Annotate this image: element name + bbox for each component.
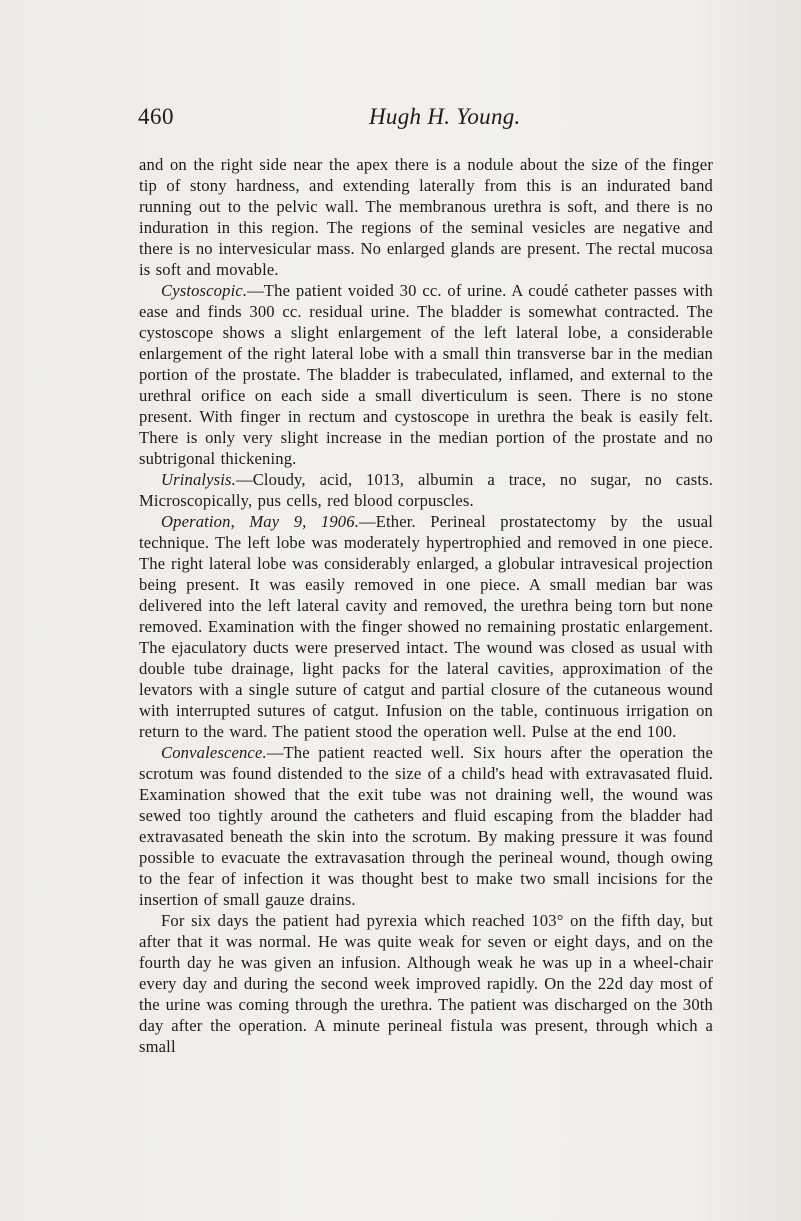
- paragraph-convalescence: [139, 742, 713, 910]
- paragraph-lead: Cystoscopic.: [161, 281, 248, 300]
- paragraph-text: —Ether. Perineal prostatectomy by the usual technique. The left lobe was moderately hypertrophied and removed in one piece. The right lateral lobe was considerably enlarged, a globular intravesical projection being present. It was easily removed in one piece. A small median bar was delivered into the left lateral cavity and removed, the urethra being torn but none removed. Examination with the finger showed no remaining prostatic enlargement. The ejaculatory ducts were preserved intact. The wound was closed as usual with double tube drainage, light packs for the lateral cavities, approximation of the levators with a single suture of catgut and partial closure of the cutaneous wound with interrupted sutures of catgut. Infusion on the table, continuous irrigation on return to the ward. The patient stood the operation well. Pulse at the end 100.: [139, 512, 713, 741]
- paragraph-cystoscopic: [139, 280, 713, 469]
- page-number: 460: [138, 104, 174, 129]
- paragraph-continuation: [139, 154, 713, 280]
- page-header: [139, 104, 713, 140]
- paragraph-text: —The patient voided 30 cc. of urine. A coudé catheter passes with ease and finds 300 cc. residual urine. The bladder is somewhat contracted. The cystoscope shows a slight enlargement of the left lateral lobe, a considerable enlargement of the right lateral lobe with a small thin transverse bar in the median portion of the prostate. The bladder is trabeculated, inflamed, and external to the urethral orifice on each side a small diverticulum is seen. There is no stone present. With finger in rectum and cystoscope in urethra the beak is easily felt. There is only very slight increase in the median portion of the prostate and no subtrigonal thickening.: [139, 281, 713, 468]
- paragraph-lead: Urinalysis.: [161, 470, 236, 489]
- paragraph-text: —The patient reacted well. Six hours after the operation the scrotum was found distended to the size of a child's head with extravasated fluid. Examination showed that the exit tube was not draining well, the wound was sewed too tightly around the catheters and fluid escaping from the bladder had extravasated beneath the skin into the scrotum. By making pressure it was found possible to evacuate the extravasation through the perineal wound, though owing to the fear of infection it was thought best to make two small incisions for the insertion of small gauze drains.: [139, 743, 713, 909]
- running-head: Hugh H. Young.: [369, 104, 521, 129]
- paragraph-text: For six days the patient had pyrexia which reached 103° on the fifth day, but after that it was normal. He was quite weak for seven or eight days, and on the fourth day he was given an infusion. Although weak he was up in a wheel-chair every day and during the second week improved rapidly. On the 22d day most of the urine was coming through the urethra. The patient was discharged on the 30th day after the operation. A minute perineal fistula was present, through which a small: [139, 911, 713, 1056]
- paragraph-urinalysis: [139, 469, 713, 511]
- paragraph-text: and on the right side near the apex there is a nodule about the size of the finger tip of stony hardness, and extending laterally from this is an indurated band running out to the pelvic wall. The membranous urethra is soft, and there is no induration in this region. The regions of the seminal vesicles are negative and there is no intervesicular mass. No enlarged glands are present. The rectal mucosa is soft and movable.: [139, 155, 713, 279]
- paragraph-course: [139, 910, 713, 1057]
- body-text: [139, 154, 713, 1057]
- paragraph-lead: Operation, May 9, 1906.: [161, 512, 359, 531]
- paragraph-text: —Cloudy, acid, 1013, albumin a trace, no sugar, no casts. Microscopically, pus cells, red blood corpuscles.: [139, 470, 713, 510]
- paragraph-operation: [139, 511, 713, 742]
- paragraph-lead: Convalescence.: [161, 743, 267, 762]
